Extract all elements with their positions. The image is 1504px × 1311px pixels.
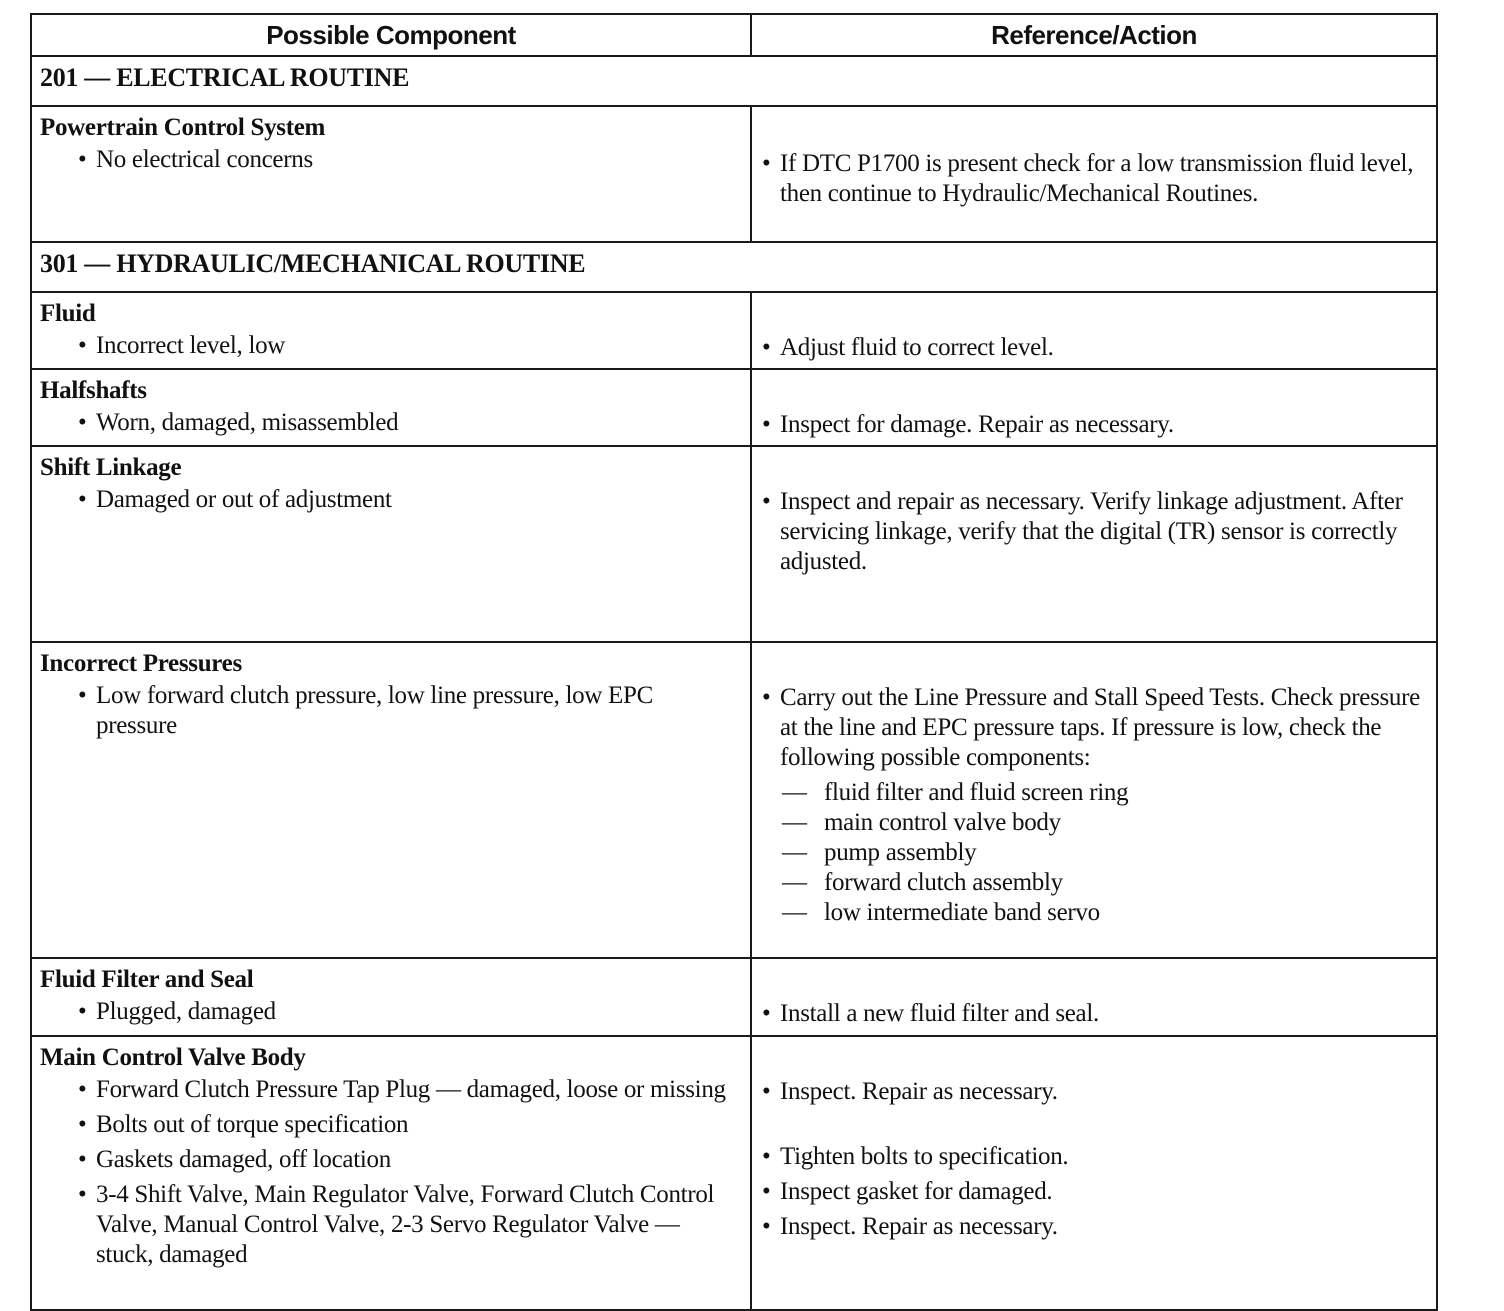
- component-sub-list: [752, 778, 1436, 928]
- condition-list: [32, 681, 750, 741]
- routine-title: 301 — HYDRAULIC/MECHANICAL ROUTINE: [31, 242, 1437, 292]
- table-row: [31, 958, 1437, 1036]
- component-cell: [31, 292, 751, 369]
- component-cell: [31, 106, 751, 242]
- action-item: • Inspect. Repair as necessary.: [752, 1077, 1436, 1107]
- condition-list: [32, 408, 750, 438]
- table-row: [31, 369, 1437, 446]
- action-item: • If DTC P1700 is present check for a low transmission fluid level, then continue to Hydraulic/Mechanical Routines.: [752, 149, 1436, 209]
- action-list: [752, 447, 1436, 577]
- condition-item: • 3-4 Shift Valve, Main Regulator Valve, Forward Clutch Control Valve, Manual Control Valve, 2-3 Servo Regulator Valve — stuck, damaged: [32, 1180, 750, 1270]
- condition-item: • Forward Clutch Pressure Tap Plug — damaged, loose or missing: [32, 1075, 750, 1105]
- component-title: Fluid: [40, 300, 96, 327]
- action-list: [752, 293, 1436, 363]
- action-item: • Inspect. Repair as necessary.: [752, 1212, 1436, 1242]
- component-title: Powertrain Control System: [40, 114, 326, 141]
- condition-item: • Low forward clutch pressure, low line pressure, low EPC pressure: [32, 681, 750, 741]
- action-item: • Inspect gasket for damaged.: [752, 1177, 1436, 1207]
- condition-item: • Worn, damaged, misassembled: [32, 408, 750, 438]
- action-cell: [751, 369, 1437, 446]
- component-cell: [31, 642, 751, 958]
- diagnosis-table: [30, 13, 1438, 1311]
- action-item: • Carry out the Line Pressure and Stall Speed Tests. Check pressure at the line and EPC pressure taps. If pressure is low, check the following possible components:: [752, 683, 1436, 773]
- component-title: Halfshafts: [40, 377, 147, 404]
- action-item: • Install a new fluid filter and seal.: [752, 999, 1436, 1029]
- condition-item: • Damaged or out of adjustment: [32, 485, 750, 515]
- routine-row-hydraulic: [31, 242, 1437, 292]
- action-list: [752, 643, 1436, 773]
- action-cell: [751, 958, 1437, 1036]
- condition-item: • Bolts out of torque specification: [32, 1110, 750, 1140]
- sub-item: — forward clutch assembly: [752, 868, 1436, 898]
- table-row: [31, 292, 1437, 369]
- column-header-action: Reference/Action: [751, 14, 1437, 56]
- component-title: Incorrect Pressures: [40, 650, 242, 677]
- sub-item: — pump assembly: [752, 838, 1436, 868]
- action-item: • Inspect for damage. Repair as necessary.: [752, 410, 1436, 440]
- table-header-row: [31, 14, 1437, 56]
- table-row: [31, 642, 1437, 958]
- action-item: • Adjust fluid to correct level.: [752, 333, 1436, 363]
- table-row: [31, 1036, 1437, 1310]
- condition-item: • Gaskets damaged, off location: [32, 1145, 750, 1175]
- component-title: Main Control Valve Body: [40, 1044, 306, 1071]
- condition-list: [32, 145, 750, 175]
- routine-title: 201 — ELECTRICAL ROUTINE: [31, 56, 1437, 106]
- action-cell: [751, 446, 1437, 642]
- condition-list: [32, 997, 750, 1027]
- column-header-component: Possible Component: [31, 14, 751, 56]
- component-cell: [31, 369, 751, 446]
- action-cell: [751, 642, 1437, 958]
- component-cell: [31, 1036, 751, 1310]
- condition-list: [32, 485, 750, 515]
- action-cell: [751, 106, 1437, 242]
- action-item: • Tighten bolts to specification.: [752, 1142, 1436, 1172]
- action-cell: [751, 292, 1437, 369]
- action-cell: [751, 1036, 1437, 1310]
- component-title: Fluid Filter and Seal: [40, 966, 254, 993]
- sub-item: — low intermediate band servo: [752, 898, 1436, 928]
- action-list: [752, 959, 1436, 1029]
- action-item: • Inspect and repair as necessary. Verify linkage adjustment. After servicing linkage, verify that the digital (TR) sensor is correctly adjusted.: [752, 487, 1436, 577]
- action-list: [752, 1037, 1436, 1242]
- condition-item: • No electrical concerns: [32, 145, 750, 175]
- table-row: [31, 446, 1437, 642]
- component-title: Shift Linkage: [40, 454, 182, 481]
- component-cell: [31, 446, 751, 642]
- action-list: [752, 107, 1436, 209]
- condition-list: [32, 331, 750, 361]
- sub-item: — main control valve body: [752, 808, 1436, 838]
- table-row: [31, 106, 1437, 242]
- condition-item: • Incorrect level, low: [32, 331, 750, 361]
- action-list: [752, 370, 1436, 440]
- routine-row-electrical: [31, 56, 1437, 106]
- sub-item: — fluid filter and fluid screen ring: [752, 778, 1436, 808]
- condition-item: • Plugged, damaged: [32, 997, 750, 1027]
- component-cell: [31, 958, 751, 1036]
- condition-list: [32, 1075, 750, 1270]
